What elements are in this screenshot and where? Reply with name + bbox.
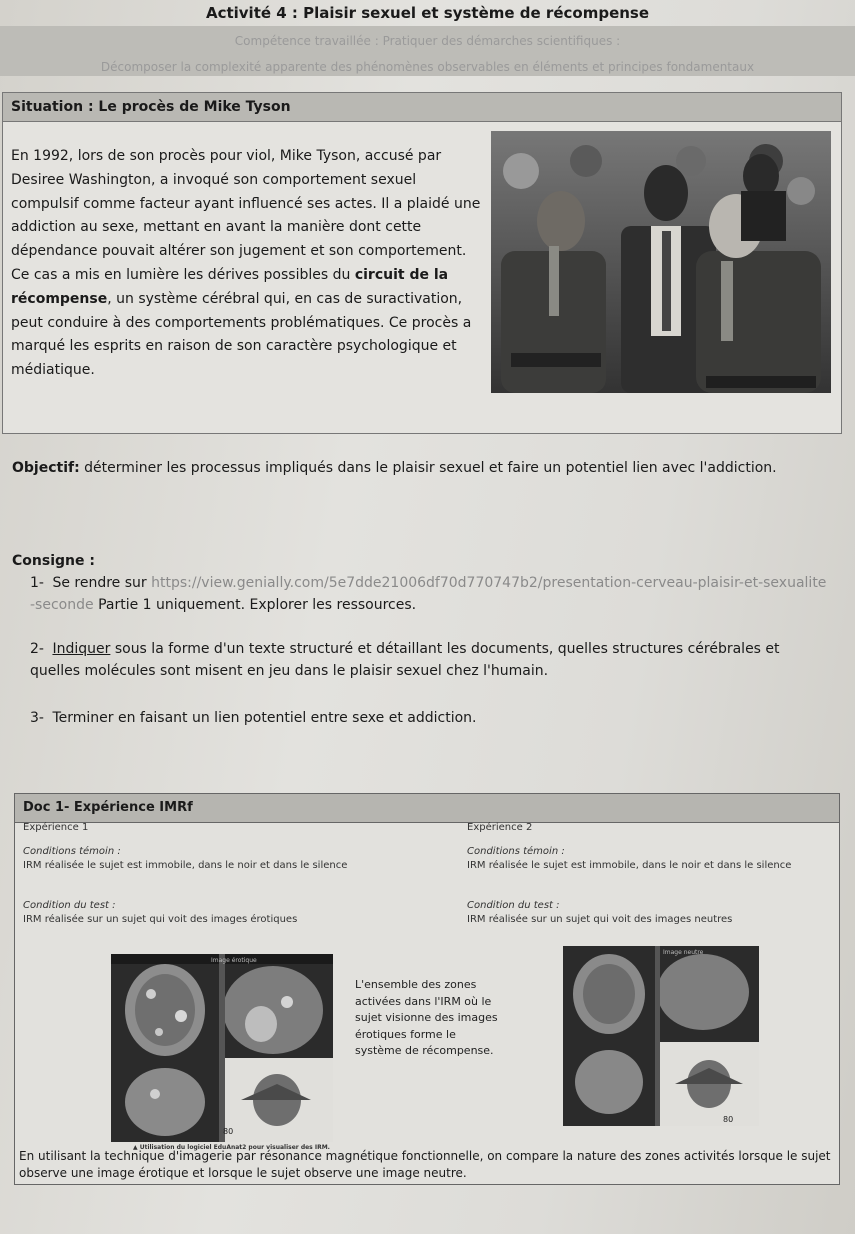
- doc1-box: [14, 793, 840, 1185]
- trial-photo: [491, 131, 831, 393]
- exp1-temoin-text: IRM réalisée le sujet est immobile, dans le noir et dans le silence: [23, 860, 348, 871]
- item-1-prefix: Se rendre sur: [52, 575, 147, 591]
- exp1-temoin-label: Conditions témoin :: [23, 846, 121, 857]
- exp1-title: Expérience 1: [23, 822, 89, 833]
- exp2-mri-image: [563, 946, 759, 1126]
- exp2-image-label: Image neutre: [663, 949, 704, 956]
- item-3-text: Terminer en faisant un lien potentiel entre sexe et addiction.: [52, 710, 477, 726]
- genially-link[interactable]: https://view.genially.com/5e7dde21006df70d770747b2/presentation-cerveau-plaisir-et-sexualite-seconde: [30, 575, 827, 613]
- trial-photo-image: [491, 131, 831, 393]
- exp1-mri-image: [111, 954, 333, 1142]
- situation-text-part1: En 1992, lors de son procès pour viol, Mike Tyson, accusé par Desiree Washington, a invoqué son comportement sexuel compulsif comme facteur ayant influencé ses actes. Il a plaidé une addiction au sexe, mettant en avant la manière dont cette dépendance pouvait altérer son jugement et son comportement. Ce cas a mis en lumière les dérives possibles du: [11, 148, 481, 283]
- exp2-temoin-label: Conditions témoin :: [467, 846, 565, 857]
- exp1-test-text: IRM réalisée sur un sujet qui voit des images érotiques: [23, 914, 298, 925]
- situation-heading: Situation : Le procès de Mike Tyson: [3, 93, 841, 122]
- exp2-test-text: IRM réalisée sur un sujet qui voit des images neutres: [467, 914, 733, 925]
- objective-paragraph: [12, 452, 832, 485]
- exp1-counter: 80: [223, 1127, 234, 1136]
- doc1-heading: Doc 1- Expérience IMRf: [15, 794, 839, 823]
- exp2-temoin-text: IRM réalisée le sujet est immobile, dans le noir et dans le silence: [467, 860, 792, 871]
- consigne-item-1: [30, 572, 830, 616]
- reward-system-caption: L'ensemble des zones activées dans l'IRM où le sujet visionne des images érotiques forme le système de récompense.: [355, 978, 498, 1057]
- item-1-number: 1-: [30, 575, 44, 591]
- exp2-counter: 80: [723, 1115, 734, 1124]
- competences-detail: Décomposer la complexité apparente des phénomènes observables en éléments et principes fondamentaux: [100, 60, 755, 74]
- page-title: Activité 4 : Plaisir sexuel et système de récompense: [205, 4, 650, 22]
- exp2-test-label: Condition du test :: [467, 900, 560, 911]
- item-2-number: 2-: [30, 641, 44, 657]
- eduanat-caption: ▲ Utilisation du logiciel EduAnat2 pour visualiser des IRM.: [133, 1144, 330, 1151]
- consigne-title: Consigne :: [12, 553, 95, 569]
- situation-box: [2, 92, 842, 434]
- item-1-suffix: Partie 1 uniquement. Explorer les ressources.: [98, 597, 417, 613]
- exp1-mri-viewer: [111, 954, 333, 1142]
- consigne-item-3: [30, 707, 830, 729]
- item-2-text: sous la forme d'un texte structuré et détaillant les documents, quelles structures cérébrales et quelles molécules sont misent en jeu dans le plaisir sexuel chez l'humain.: [30, 641, 780, 679]
- exp2-mri-viewer: [563, 946, 759, 1126]
- objective-label: Objectif:: [12, 460, 80, 476]
- objective-text: déterminer les processus impliqués dans le plaisir sexuel et faire un potentiel lien avec l'addiction.: [84, 460, 777, 476]
- situation-text: [11, 145, 481, 383]
- doc1-bottom-text: En utilisant la technique d'imagerie par résonance magnétique fonctionnelle, on compare la nature des zones activités lorsque le sujet observe une image érotique et lorsque le sujet observe une image neutre.: [19, 1149, 831, 1180]
- situation-text-bold: circuit de la récompense: [11, 266, 449, 307]
- exp1-test-label: Condition du test :: [23, 900, 116, 911]
- competences-line: Compétence travaillée : Pratiquer des démarches scientifiques :: [234, 34, 621, 48]
- item-3-number: 3-: [30, 710, 44, 726]
- exp1-image-label: Image érotique: [211, 957, 257, 964]
- item-2-verb: Indiquer: [52, 641, 111, 657]
- exp2-title: Expérience 2: [467, 822, 533, 833]
- consigne-item-2: [30, 638, 830, 682]
- situation-text-part2: , un système cérébral qui, en cas de suractivation, peut conduire à des comportements problématiques. Ce procès a marqué les esprits en raison de son caractère psychologique et médiatique.: [11, 290, 472, 379]
